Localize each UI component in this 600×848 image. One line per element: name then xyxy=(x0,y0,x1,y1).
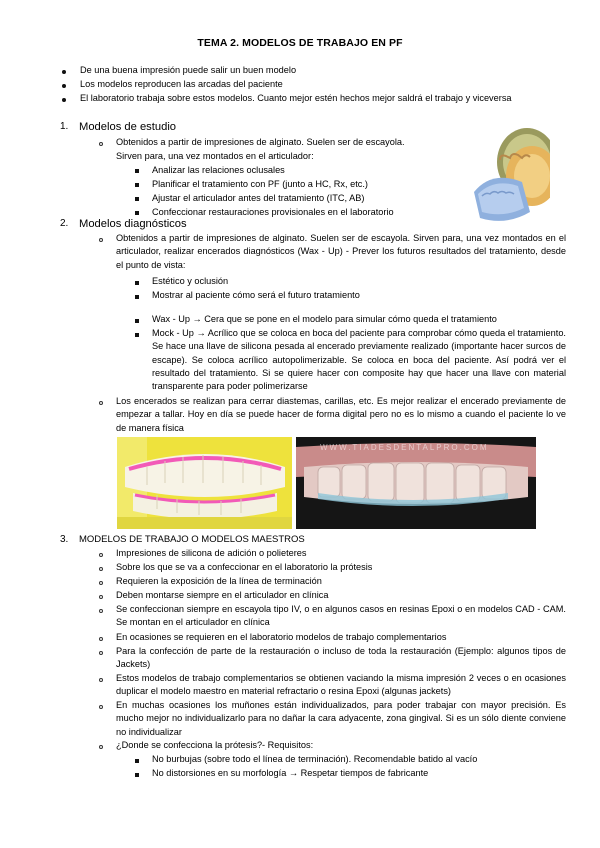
list-item: Wax - Up → Cera que se pone en el modelo para simular cómo queda el tratamiento xyxy=(152,314,497,324)
bullet-icon xyxy=(99,705,103,709)
list-item: No distorsiones en su morfología → Respetar tiempos de fabricante xyxy=(152,768,429,778)
wax-up-photo xyxy=(117,437,292,529)
bullet-icon xyxy=(99,553,103,557)
bullet-icon xyxy=(135,295,139,299)
bullet-icon xyxy=(99,651,103,655)
paragraph: Obtenidos a partir de impresiones de alginato. Suelen ser de escayola. xyxy=(116,137,405,147)
bullet-icon xyxy=(135,281,139,285)
intro-item: Los modelos reproducen las arcadas del paciente xyxy=(80,79,283,89)
bullet-icon xyxy=(135,211,139,215)
bullet-icon xyxy=(135,333,139,337)
section-heading: Modelos de estudio xyxy=(79,121,177,133)
bullet-icon xyxy=(62,98,66,102)
intro-item: El laboratorio trabaja sobre estos modelos. Cuanto mejor estén hechos mejor saldrá el trabajo y viceversa xyxy=(80,93,512,103)
list-item: Mock - Up → Acrílico que se coloca en boca del paciente para comprobar cómo queda el tratamiento. Se hace una llave de silicona pesada al encerado previamente realizado (importante hacer surcos de escape). Se coloca acrílico autopolimerizable. Se coloca en boca del paciente. Así podrá ver el resultado del tratamiento. Si se quiere hacer con composite hay que hacer una llave con material transparente para poder polimerizarse xyxy=(152,328,566,392)
dental-models-photo xyxy=(472,120,550,232)
list-item: ¿Donde se confecciona la prótesis?- Requisitos: xyxy=(116,740,314,750)
intro-item: De una buena impresión puede salir un buen modelo xyxy=(80,65,297,75)
list-item: No burbujas (sobre todo el línea de terminación). Recomendable batido al vacío xyxy=(152,754,478,764)
mock-up-photo xyxy=(296,437,536,529)
list-item: Deben montarse siempre en el articulador en clínica xyxy=(116,590,329,600)
section-number: 3. xyxy=(60,534,69,545)
list-item: Para la confección de parte de la restauración o incluso de toda la restauración (Ejemplo: algunos tipos de Jackets) xyxy=(116,646,566,670)
list-item: Sobre los que se va a confeccionar en el laboratorio la prótesis xyxy=(116,562,373,572)
bullet-icon xyxy=(99,581,103,585)
bullet-icon xyxy=(99,745,103,749)
bullet-icon xyxy=(135,319,139,323)
section-number: 2. xyxy=(60,218,69,229)
wax-up-illustration xyxy=(117,437,292,529)
bullet-icon xyxy=(62,84,66,88)
page-title: TEMA 2. MODELOS DE TRABAJO EN PF xyxy=(197,37,403,49)
bullet-icon xyxy=(99,238,103,242)
list-item: Mostrar al paciente cómo será el futuro tratamiento xyxy=(152,290,360,300)
paragraph: Los encerados se realizan para cerrar diastemas, carillas, etc. Es mejor realizar el encerado previamente de empezar a tallar. Hoy en día se puede hacer de forma digital pero no es lo mismo a cuando el paciente lo ve de manera física xyxy=(116,396,566,433)
bullet-icon xyxy=(135,773,139,777)
section-heading: Modelos diagnósticos xyxy=(79,218,187,230)
bullet-icon xyxy=(99,401,103,405)
bullet-icon xyxy=(135,197,139,201)
bullet-icon xyxy=(99,678,103,682)
list-item: Analizar las relaciones oclusales xyxy=(152,165,285,175)
list-item: En ocasiones se requieren en el laboratorio modelos de trabajo complementarios xyxy=(116,632,447,642)
section-heading: MODELOS DE TRABAJO O MODELOS MAESTROS xyxy=(79,534,305,545)
section-number: 1. xyxy=(60,121,69,132)
bullet-icon xyxy=(135,183,139,187)
bullet-icon xyxy=(135,759,139,763)
bullet-icon xyxy=(99,142,103,146)
list-item: Confeccionar restauraciones provisionales en el laboratorio xyxy=(152,207,394,217)
list-item: Estético y oclusión xyxy=(152,276,229,286)
paragraph: Obtenidos a partir de impresiones de alginato. Suelen ser de escayola. Sirven para, una vez montados en el articulador, realizar encerados diagnósticos (Wax - Up) - Prever los futuros resultados del tratamiento, desde el punto de vista: xyxy=(116,233,566,270)
list-item: Se confeccionan siempre en escayola tipo IV, o en algunos casos en resinas Epoxi o en modelos CAD - CAM. Se montan en el articulador en clínica xyxy=(116,604,566,628)
dental-models-illustration xyxy=(472,120,550,232)
list-item: Requieren la exposición de la línea de terminación xyxy=(116,576,322,586)
paragraph: Sirven para, una vez montados en el articulador: xyxy=(116,151,314,161)
list-item: Impresiones de silicona de adición o polieteres xyxy=(116,548,307,558)
list-item: Ajustar el articulador antes del tratamiento (ITC, AB) xyxy=(152,193,365,203)
bullet-icon xyxy=(99,637,103,641)
bullet-icon xyxy=(62,70,66,74)
bullet-icon xyxy=(135,169,139,173)
photo-watermark: WWW.TIADESDENTALPRO.COM xyxy=(320,443,489,452)
list-item: En muchas ocasiones los muñones están individualizados, para poder trabajar con mayor precisión. Es mucho mejor no individualizarlo para no dañar la cara adyacente, zona gingival. Si es un sólo diente conviene no individualizar xyxy=(116,700,566,737)
bullet-icon xyxy=(99,567,103,571)
list-item: Estos modelos de trabajo complementarios se obtienen vaciando la misma impresión 2 veces o en ocasiones duplicar el modelo maestro en material refractario o resina Epoxi (algunas jackets) xyxy=(116,673,566,697)
bullet-icon xyxy=(99,609,103,613)
bullet-icon xyxy=(99,595,103,599)
list-item: Planificar el tratamiento con PF (junto a HC, Rx, etc.) xyxy=(152,179,368,189)
